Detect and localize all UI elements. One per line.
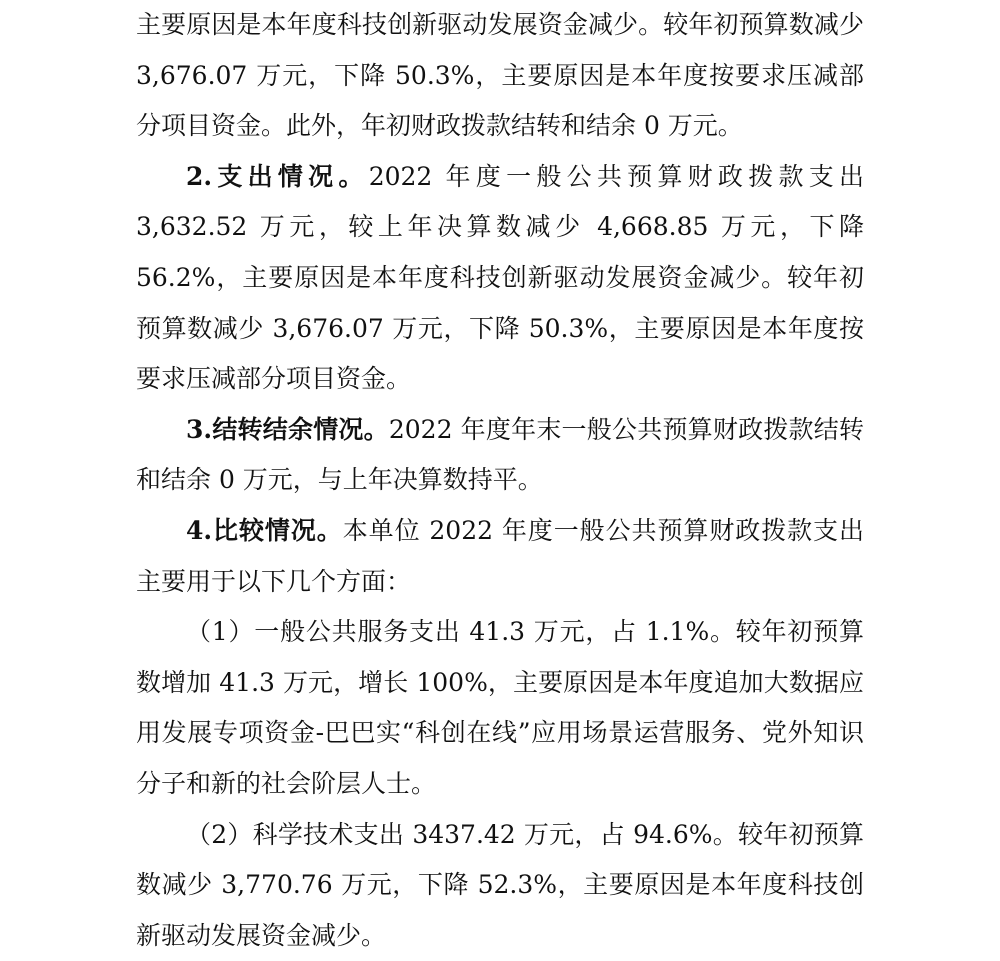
paragraph-comparison [136, 506, 864, 607]
paragraph-heading: 4.比较情况。 [186, 516, 343, 545]
paragraph-item-1 [136, 607, 864, 809]
paragraph-text: 主要原因是本年度科技创新驱动发展资金减少。较年初预算数减少 3,676.07 万元，下降 50.3%，主要原因是本年度按要求压减部分项目资金。此外，年初财政拨款结转和结余 0 万元。 [136, 10, 864, 140]
paragraph-text: 本单位 2022 年度一般公共预算财政拨款支出主要用于以下几个方面： [136, 516, 864, 596]
paragraph-expenditure [136, 152, 864, 405]
paragraph-text: （1）一般公共服务支出 41.3 万元，占 1.1%。较年初预算数增加 41.3 万元，增长 100%，主要原因是本年度追加大数据应用发展专项资金-巴巴实“科创在线”应用场景运营服务、党外知识分子和新的社会阶层人士。 [136, 617, 864, 798]
paragraph-carryover [136, 405, 864, 506]
paragraph-text: 2022 年度年末一般公共预算财政拨款结转和结余 0 万元，与上年决算数持平。 [136, 415, 864, 495]
paragraph-heading: 2.支出情况。 [186, 162, 369, 191]
paragraph-text: （2）科学技术支出 3437.42 万元，占 94.6%。较年初预算数减少 3,770.76 万元，下降 52.3%，主要原因是本年度科技创新驱动发展资金减少。 [136, 820, 864, 950]
document-page [136, 0, 864, 961]
paragraph-item-2 [136, 810, 864, 961]
paragraph-text: 2022 年度一般公共预算财政拨款支出 3,632.52 万元，较上年决算数减少 4,668.85 万元，下降 56.2%，主要原因是本年度科技创新驱动发展资金减少。较年初预算数减少 3,676.07 万元，下降 50.3%，主要原因是本年度按要求压减部分项目资金。 [136, 162, 864, 393]
paragraph-income-continued [136, 0, 864, 152]
paragraph-heading: 3.结转结余情况。 [186, 415, 389, 444]
